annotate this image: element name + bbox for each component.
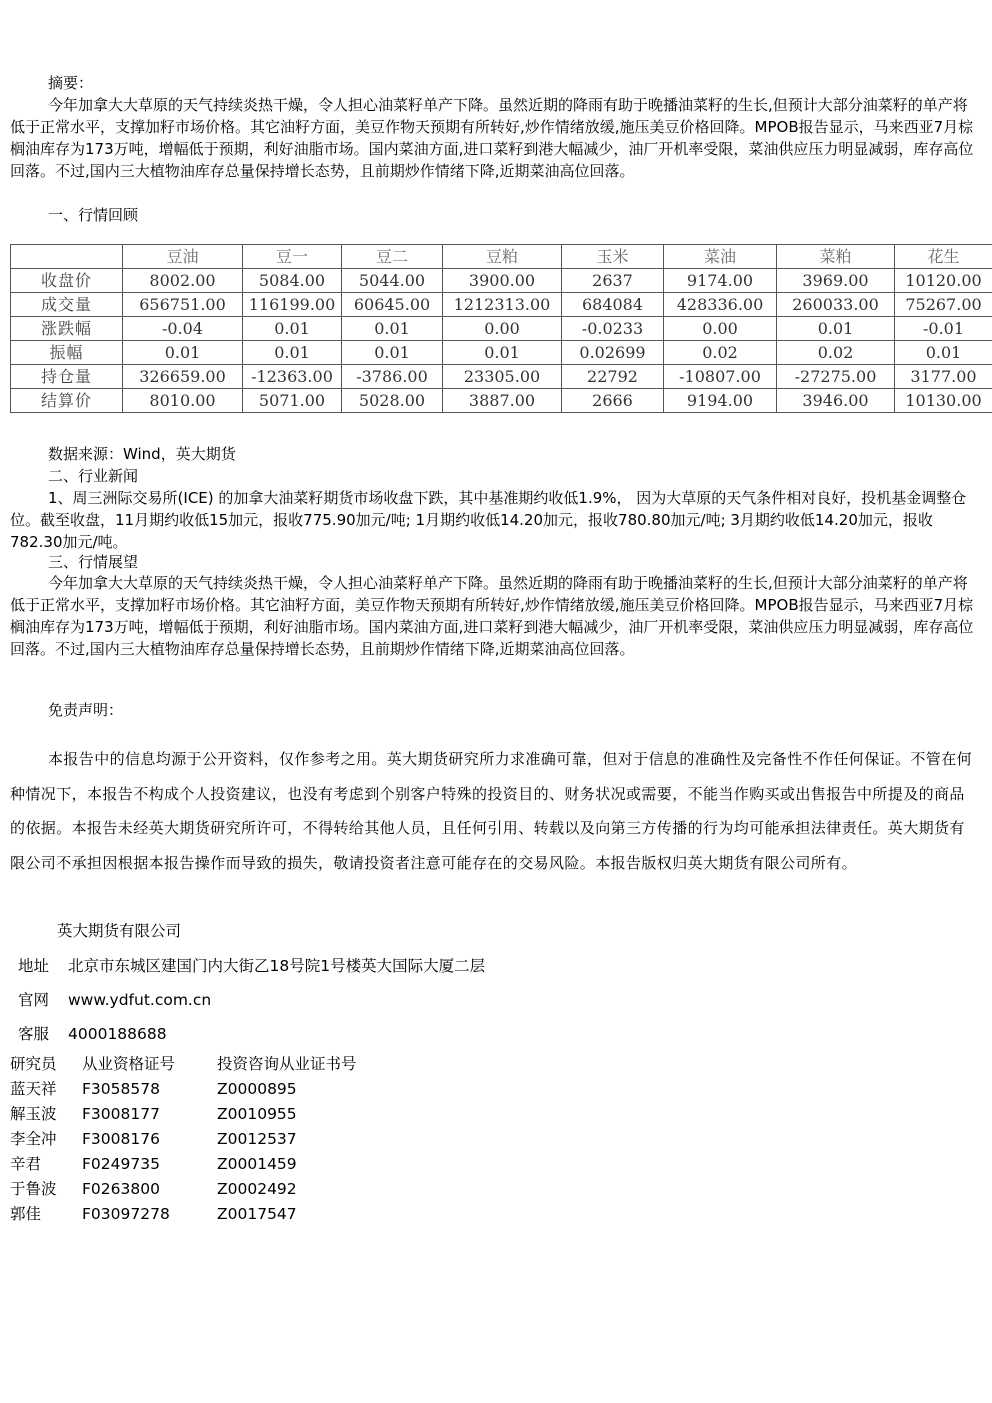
- table-cell: 0.01: [777, 317, 895, 341]
- table-row: [11, 317, 992, 341]
- table-cell: 10120.00: [895, 269, 992, 293]
- summary-text: 今年加拿大大草原的天气持续炎热干燥，令人担心油菜籽单产下降。虽然近期的降雨有助于晚播油菜籽的生长,但预计大部分油菜籽的单产将低于正常水平，支撑加籽市场价格。其它油籽方面，美豆作物天预期有所转好,炒作情绪放缓,施压美豆价格回降。MPOB报告显示，马来西亚7月棕榈油库存为173万吨，增幅低于预期，利好油脂市场。国内菜油方面,进口菜籽到港大幅减少，油厂开机率受限，菜油供应压力明显减弱，库存高位回落。不过,国内三大植物油库存总量保持增长态势，且前期炒作情绪下降,近期菜油高位回落。: [10, 96, 974, 180]
- consulting-number: Z0000895: [217, 1080, 297, 1098]
- researcher-name: 解玉波: [10, 1105, 57, 1123]
- table-cell: 656751.00: [123, 293, 243, 317]
- consulting-number: Z0001459: [217, 1155, 297, 1173]
- table-row: [11, 269, 992, 293]
- table-header-cell: 豆一: [243, 245, 342, 269]
- qualification-number: F3058578: [82, 1080, 160, 1098]
- consulting-number: Z0017547: [217, 1205, 297, 1223]
- table-header-cell: 花生: [895, 245, 992, 269]
- table-cell: -0.0233: [562, 317, 664, 341]
- row-label: 振幅: [11, 341, 123, 365]
- researchers-table: [10, 1053, 417, 1228]
- table-cell: 1212313.00: [443, 293, 562, 317]
- researcher-row: [10, 1078, 417, 1103]
- table-header-cell: 菜油: [664, 245, 777, 269]
- service-label: 客服: [18, 1025, 50, 1043]
- table-cell: 75267.00: [895, 293, 992, 317]
- table-cell: 3177.00: [895, 365, 992, 389]
- table-cell: 3887.00: [443, 389, 562, 413]
- qualification-number: F0263800: [82, 1180, 160, 1198]
- table-cell: 684084: [562, 293, 664, 317]
- disclaimer-title: 免责声明：: [48, 701, 124, 719]
- table-row: [11, 389, 992, 413]
- section-1-title: 一、行情回顾: [48, 206, 139, 224]
- table-cell: 326659.00: [123, 365, 243, 389]
- table-cell: 9194.00: [664, 389, 777, 413]
- market-table: [10, 244, 992, 413]
- table-cell: 0.01: [443, 341, 562, 365]
- table-cell: 8002.00: [123, 269, 243, 293]
- address-value: 北京市东城区建国门内大街乙18号院1号楼英大国际大厦二层: [68, 957, 486, 975]
- researcher-row: [10, 1153, 417, 1178]
- table-cell: -0.04: [123, 317, 243, 341]
- researcher-name: 于鲁波: [10, 1180, 57, 1198]
- table-cell: 10130.00: [895, 389, 992, 413]
- qualification-number: F3008177: [82, 1105, 160, 1123]
- researcher-row: [10, 1103, 417, 1128]
- table-header-cell: 玉米: [562, 245, 664, 269]
- table-cell: 5071.00: [243, 389, 342, 413]
- table-cell: 260033.00: [777, 293, 895, 317]
- researcher-row: [10, 1128, 417, 1153]
- row-label: 涨跌幅: [11, 317, 123, 341]
- researchers-header-cell: 投资咨询从业证书号: [217, 1055, 357, 1073]
- table-cell: 23305.00: [443, 365, 562, 389]
- row-label: 收盘价: [11, 269, 123, 293]
- consulting-number: Z0012537: [217, 1130, 297, 1148]
- market-table-header: [11, 245, 992, 269]
- table-header-cell: 豆二: [342, 245, 443, 269]
- consulting-number: Z0010955: [217, 1105, 297, 1123]
- qualification-number: F0249735: [82, 1155, 160, 1173]
- table-cell: 0.01: [123, 341, 243, 365]
- table-cell: 0.01: [243, 317, 342, 341]
- table-cell: 8010.00: [123, 389, 243, 413]
- table-cell: 60645.00: [342, 293, 443, 317]
- website-label: 官网: [18, 991, 50, 1009]
- table-cell: 428336.00: [664, 293, 777, 317]
- row-label: 持仓量: [11, 365, 123, 389]
- consulting-number: Z0002492: [217, 1180, 297, 1198]
- table-cell: 0.01: [342, 317, 443, 341]
- qualification-number: F3008176: [82, 1130, 160, 1148]
- table-header-cell: 菜粕: [777, 245, 895, 269]
- company-name: 英大期货有限公司: [57, 922, 182, 940]
- service-line: [18, 1023, 167, 1045]
- table-cell: 5084.00: [243, 269, 342, 293]
- row-label: 结算价: [11, 389, 123, 413]
- table-cell: 22792: [562, 365, 664, 389]
- qualification-number: F03097278: [82, 1205, 170, 1223]
- table-cell: -3786.00: [342, 365, 443, 389]
- table-cell: 0.02: [664, 341, 777, 365]
- row-label: 成交量: [11, 293, 123, 317]
- table-cell: 3946.00: [777, 389, 895, 413]
- address-label: 地址: [18, 957, 50, 975]
- researcher-name: 蓝天祥: [10, 1080, 57, 1098]
- table-cell: 0.00: [664, 317, 777, 341]
- data-source: 数据来源：Wind，英大期货: [48, 445, 236, 463]
- table-cell: 3969.00: [777, 269, 895, 293]
- table-cell: 3900.00: [443, 269, 562, 293]
- section-3-text: 今年加拿大大草原的天气持续炎热干燥，令人担心油菜籽单产下降。虽然近期的降雨有助于晚播油菜籽的生长,但预计大部分油菜籽的单产将低于正常水平，支撑加籽市场价格。其它油籽方面，美豆作物天预期有所转好,炒作情绪放缓,施压美豆价格回降。MPOB报告显示，马来西亚7月棕榈油库存为173万吨，增幅低于预期，利好油脂市场。国内菜油方面,进口菜籽到港大幅减少，油厂开机率受限，菜油供应压力明显减弱，库存高位回落。不过,国内三大植物油库存总量保持增长态势，且前期炒作情绪下降,近期菜油高位回落。: [10, 574, 974, 658]
- table-cell: 116199.00: [243, 293, 342, 317]
- section-3-title: 三、行情展望: [48, 553, 139, 571]
- table-cell: 5028.00: [342, 389, 443, 413]
- table-header-cell: 豆粕: [443, 245, 562, 269]
- researchers-header-cell: 研究员: [10, 1055, 57, 1073]
- table-cell: -27275.00: [777, 365, 895, 389]
- table-cell: -10807.00: [664, 365, 777, 389]
- table-row: [11, 365, 992, 389]
- service-phone: 4000188688: [68, 1025, 167, 1043]
- section-2-text: 1、周三洲际交易所(ICE) 的加拿大油菜籽期货市场收盘下跌，其中基准期约收低1.9%， 因为大草原的天气条件相对良好，投机基金调整仓位。截至收盘，11月期约收低15加元，报收775.90加元/吨; 1月期约收低14.20加元，报收780.80加元/吨; 3月期约收低14.20加元，报收782.30加元/吨。: [10, 489, 967, 551]
- table-cell: 0.01: [895, 341, 992, 365]
- summary-label: 摘要：: [48, 74, 94, 92]
- table-cell: 9174.00: [664, 269, 777, 293]
- table-cell: 2666: [562, 389, 664, 413]
- researchers-header-cell: 从业资格证号: [82, 1055, 176, 1073]
- table-cell: 0.01: [342, 341, 443, 365]
- researcher-name: 辛君: [10, 1155, 42, 1173]
- table-cell: 2637: [562, 269, 664, 293]
- table-row: [11, 341, 992, 365]
- researcher-row: [10, 1203, 417, 1228]
- researcher-name: 李全冲: [10, 1130, 57, 1148]
- researcher-row: [10, 1178, 417, 1203]
- researcher-name: 郭佳: [10, 1205, 42, 1223]
- table-cell: -12363.00: [243, 365, 342, 389]
- table-header-cell: [11, 245, 123, 269]
- address-line: [18, 955, 485, 977]
- table-row: [11, 293, 992, 317]
- website-line: [18, 989, 211, 1011]
- table-cell: 0.00: [443, 317, 562, 341]
- researchers-header: [10, 1053, 417, 1078]
- website-link[interactable]: www.ydfut.com.cn: [68, 991, 212, 1009]
- table-cell: 0.02699: [562, 341, 664, 365]
- table-cell: 0.01: [243, 341, 342, 365]
- table-cell: -0.01: [895, 317, 992, 341]
- table-cell: 5044.00: [342, 269, 443, 293]
- disclaimer-text: 本报告中的信息均源于公开资料，仅作参考之用。英大期货研究所力求准确可靠，但对于信息的准确性及完备性不作任何保证。不管在何种情况下，本报告不构成个人投资建议，也没有考虑到个别客户特殊的投资目的、财务状况或需要，不能当作购买或出售报告中所提及的商品的依据。本报告未经英大期货研究所许可，不得转给其他人员，且任何引用、转载以及向第三方传播的行为均可能承担法律责任。英大期货有限公司不承担因根据本报告操作而导致的损失，敬请投资者注意可能存在的交易风险。本报告版权归英大期货有限公司所有。: [10, 750, 973, 872]
- table-header-cell: 豆油: [123, 245, 243, 269]
- section-2-title: 二、行业新闻: [48, 467, 139, 485]
- table-cell: 0.02: [777, 341, 895, 365]
